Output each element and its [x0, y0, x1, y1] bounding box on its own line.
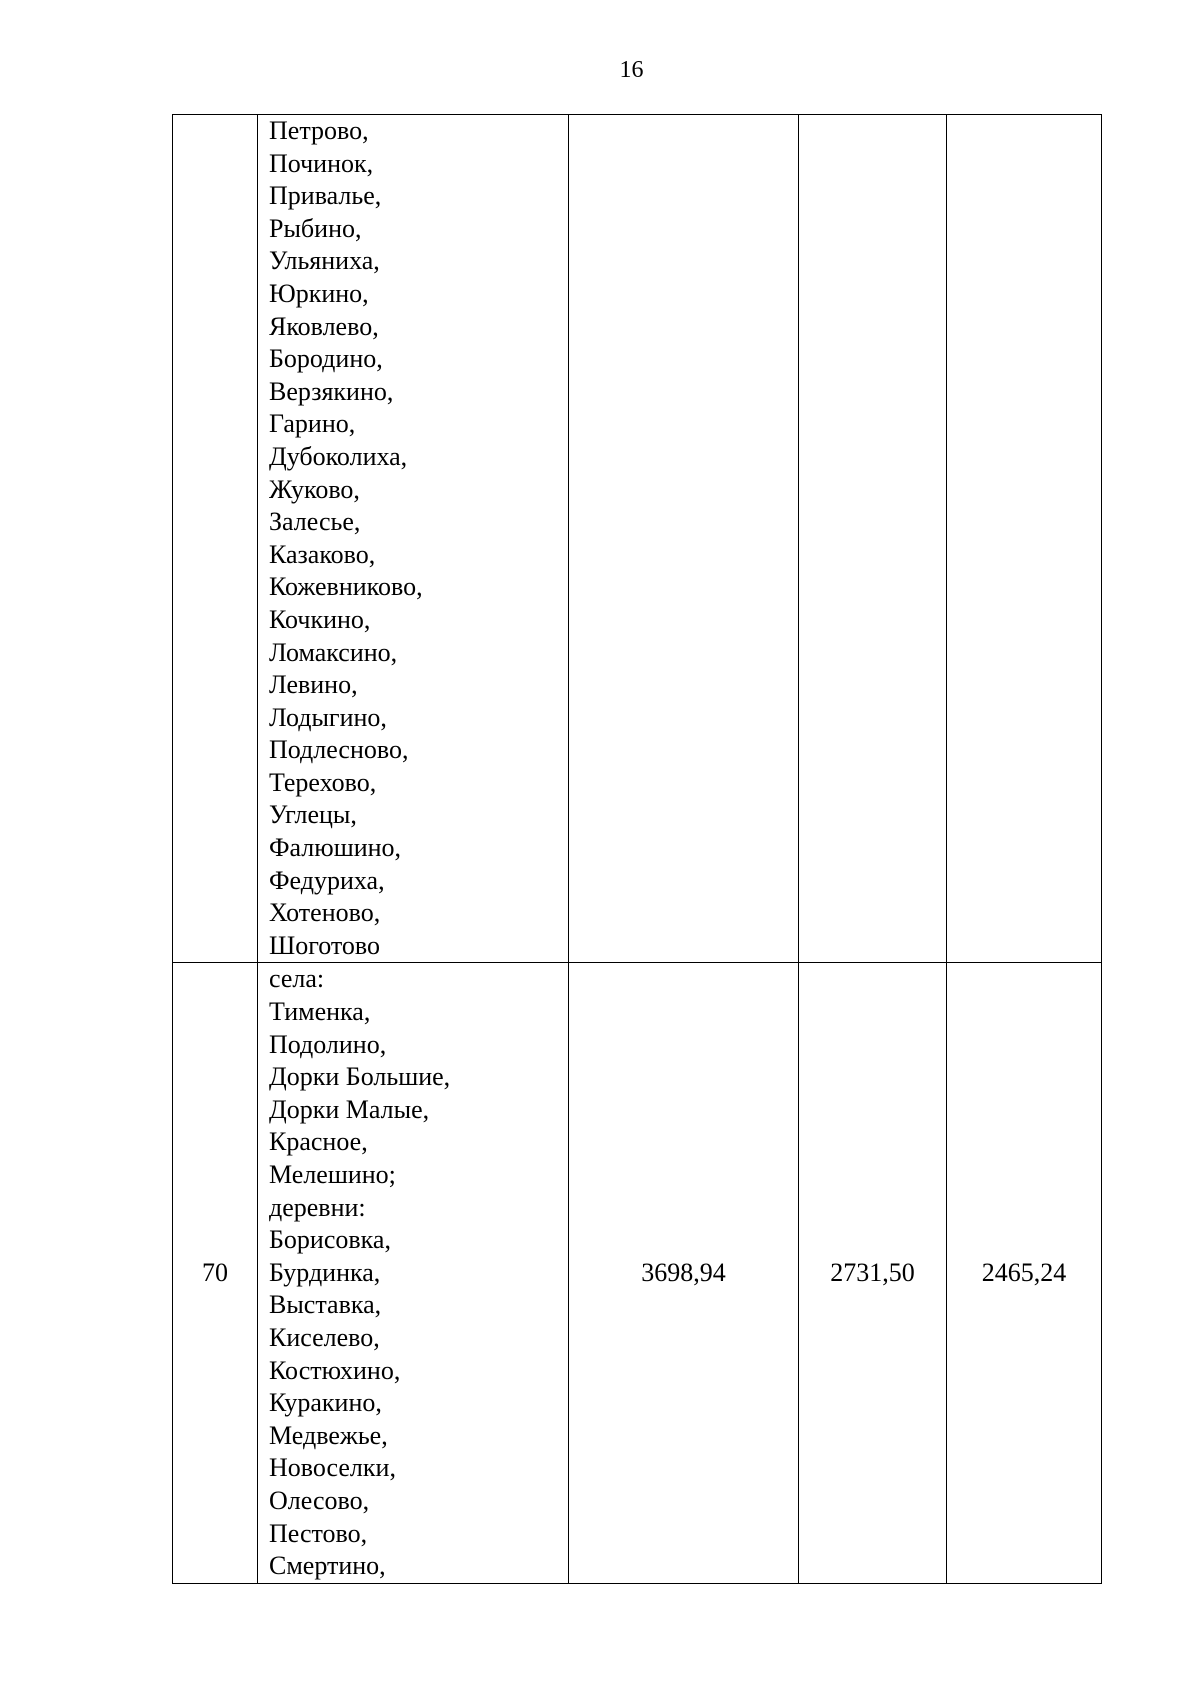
settlement-name: Шоготово [269, 930, 381, 960]
settlement-name: Выставка, [269, 1290, 382, 1320]
settlement-name: Мелешино; [269, 1160, 396, 1189]
settlement-name: Киселево, [269, 1322, 380, 1352]
row-number-cell: 70 [173, 963, 258, 1583]
settlement-name: Ульяниха, [269, 246, 380, 276]
table-row [173, 963, 1102, 1583]
settlement-name: Привалье, [269, 181, 382, 211]
value-3-cell [947, 115, 1102, 963]
row-number-cell [173, 115, 258, 963]
value-1-cell [569, 115, 799, 963]
settlement-name: Тименка, [269, 997, 371, 1027]
settlement-name: Кожевниково, [269, 572, 423, 602]
settlement-name: деревни: [269, 1192, 366, 1222]
settlement-name: Яковлево, [269, 311, 379, 341]
settlement-name: Жуково, [269, 474, 360, 504]
settlement-name: Красное, [269, 1127, 368, 1157]
settlement-name: Олесово, [269, 1485, 370, 1515]
settlements-table [172, 114, 1102, 1584]
settlement-name: Хотеново, [269, 898, 381, 928]
settlement-name: Смертино, [269, 1551, 386, 1581]
settlement-names-cell [258, 115, 569, 963]
settlement-name: Кочкино, [269, 604, 371, 634]
settlement-name: Верзякино, [269, 376, 394, 406]
settlement-name: Фалюшино, [269, 833, 402, 863]
settlement-name: Бородино, [269, 344, 383, 374]
settlement-name: Юркино, [269, 278, 369, 308]
settlement-name: Пестово, [269, 1518, 368, 1548]
value-2-cell [799, 115, 947, 963]
settlement-name: Новоселки, [269, 1453, 396, 1483]
settlement-name: Казаково, [269, 539, 376, 569]
settlement-name: Петрово, [269, 116, 369, 145]
settlement-name: Терехово, [269, 767, 377, 797]
table-row [173, 115, 1102, 963]
settlement-name: Федуриха, [269, 865, 385, 895]
settlement-name: Гарино, [269, 409, 356, 439]
settlement-name: Куракино, [269, 1388, 382, 1418]
settlement-name: Борисовка, [269, 1225, 391, 1255]
settlement-name: Углецы, [269, 800, 357, 830]
value-2-cell: 2731,50 [799, 963, 947, 1583]
settlement-names-cell [258, 963, 569, 1583]
settlement-name: Дорки Большие, [269, 1062, 451, 1092]
settlement-name: Бурдинка, [269, 1257, 381, 1287]
settlement-name: Подлесново, [269, 735, 409, 765]
value-1-cell: 3698,94 [569, 963, 799, 1583]
settlement-name: Дорки Малые, [269, 1094, 430, 1124]
settlement-name: Ломаксино, [269, 637, 398, 667]
settlement-name: Рыбино, [269, 213, 362, 243]
settlement-name: села: [269, 964, 325, 994]
settlement-name: Починок, [269, 148, 374, 178]
settlement-name: Костюхино, [269, 1355, 401, 1385]
settlement-name: Дубоколиха, [269, 441, 408, 471]
settlement-name: Залесье, [269, 507, 361, 537]
settlement-name: Медвежье, [269, 1420, 388, 1450]
page-number: 16 [619, 57, 644, 83]
settlement-name: Подолино, [269, 1029, 387, 1059]
settlement-name: Левино, [269, 670, 358, 700]
value-3-cell: 2465,24 [947, 963, 1102, 1583]
settlement-name: Лодыгино, [269, 702, 387, 732]
